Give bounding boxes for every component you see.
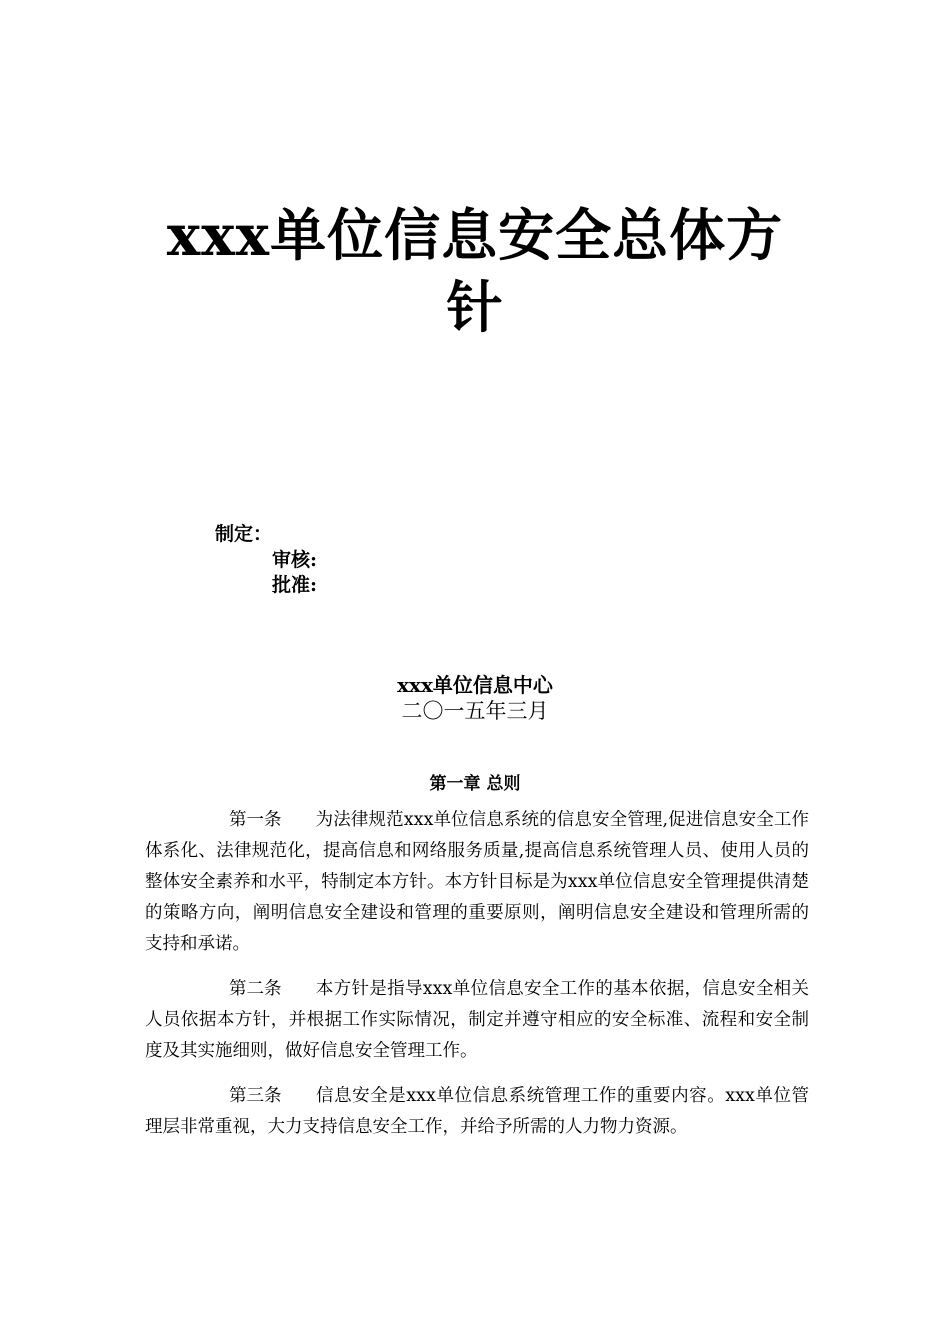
document-title-line-2: 针 bbox=[446, 275, 504, 341]
article-1-number: 第一条 bbox=[229, 810, 282, 830]
chapter-title: 第一章 总则 bbox=[429, 774, 521, 794]
article-2-number: 第二条 bbox=[229, 979, 282, 999]
issue-date: 二〇一五年三月 bbox=[401, 699, 549, 723]
article-1 bbox=[145, 805, 809, 960]
approved-by-label: 批准: bbox=[272, 574, 318, 596]
document-title bbox=[150, 200, 800, 344]
document-title-line-1: xxx单位信息安全总体方 bbox=[166, 203, 784, 269]
article-2 bbox=[145, 974, 809, 1067]
article-3-number: 第三条 bbox=[229, 1086, 282, 1106]
article-3-text: 信息安全是xxx单位信息系统管理工作的重要内容。xxx单位管理层非常重视，大力支持信息安全工作，并给予所需的人力物力资源。 bbox=[145, 1086, 809, 1137]
issuing-organization: xxx单位信息中心 bbox=[397, 673, 553, 697]
article-1-text: 为法律规范xxx单位信息系统的信息安全管理,促进信息安全工作体系化、法律规范化，提高信息和网络服务质量,提高信息系统管理人员、使用人员的整体安全素养和水平，特制定本方针。本方针目标是为xxx单位信息安全管理提供清楚的策略方向，阐明信息安全建设和管理的重要原则，阐明信息安全建设和管理所需的支持和承诺。 bbox=[145, 810, 809, 954]
article-3 bbox=[145, 1081, 809, 1143]
prepared-by-label: 制定： bbox=[215, 523, 273, 545]
document-body bbox=[145, 805, 809, 1157]
reviewed-by-label: 审核: bbox=[272, 549, 318, 571]
article-2-text: 本方针是指导xxx单位信息安全工作的基本依据，信息安全相关人员依据本方针，并根据工作实际情况，制定并遵守相应的安全标准、流程和安全制度及其实施细则，做好信息安全管理工作。 bbox=[145, 979, 809, 1061]
